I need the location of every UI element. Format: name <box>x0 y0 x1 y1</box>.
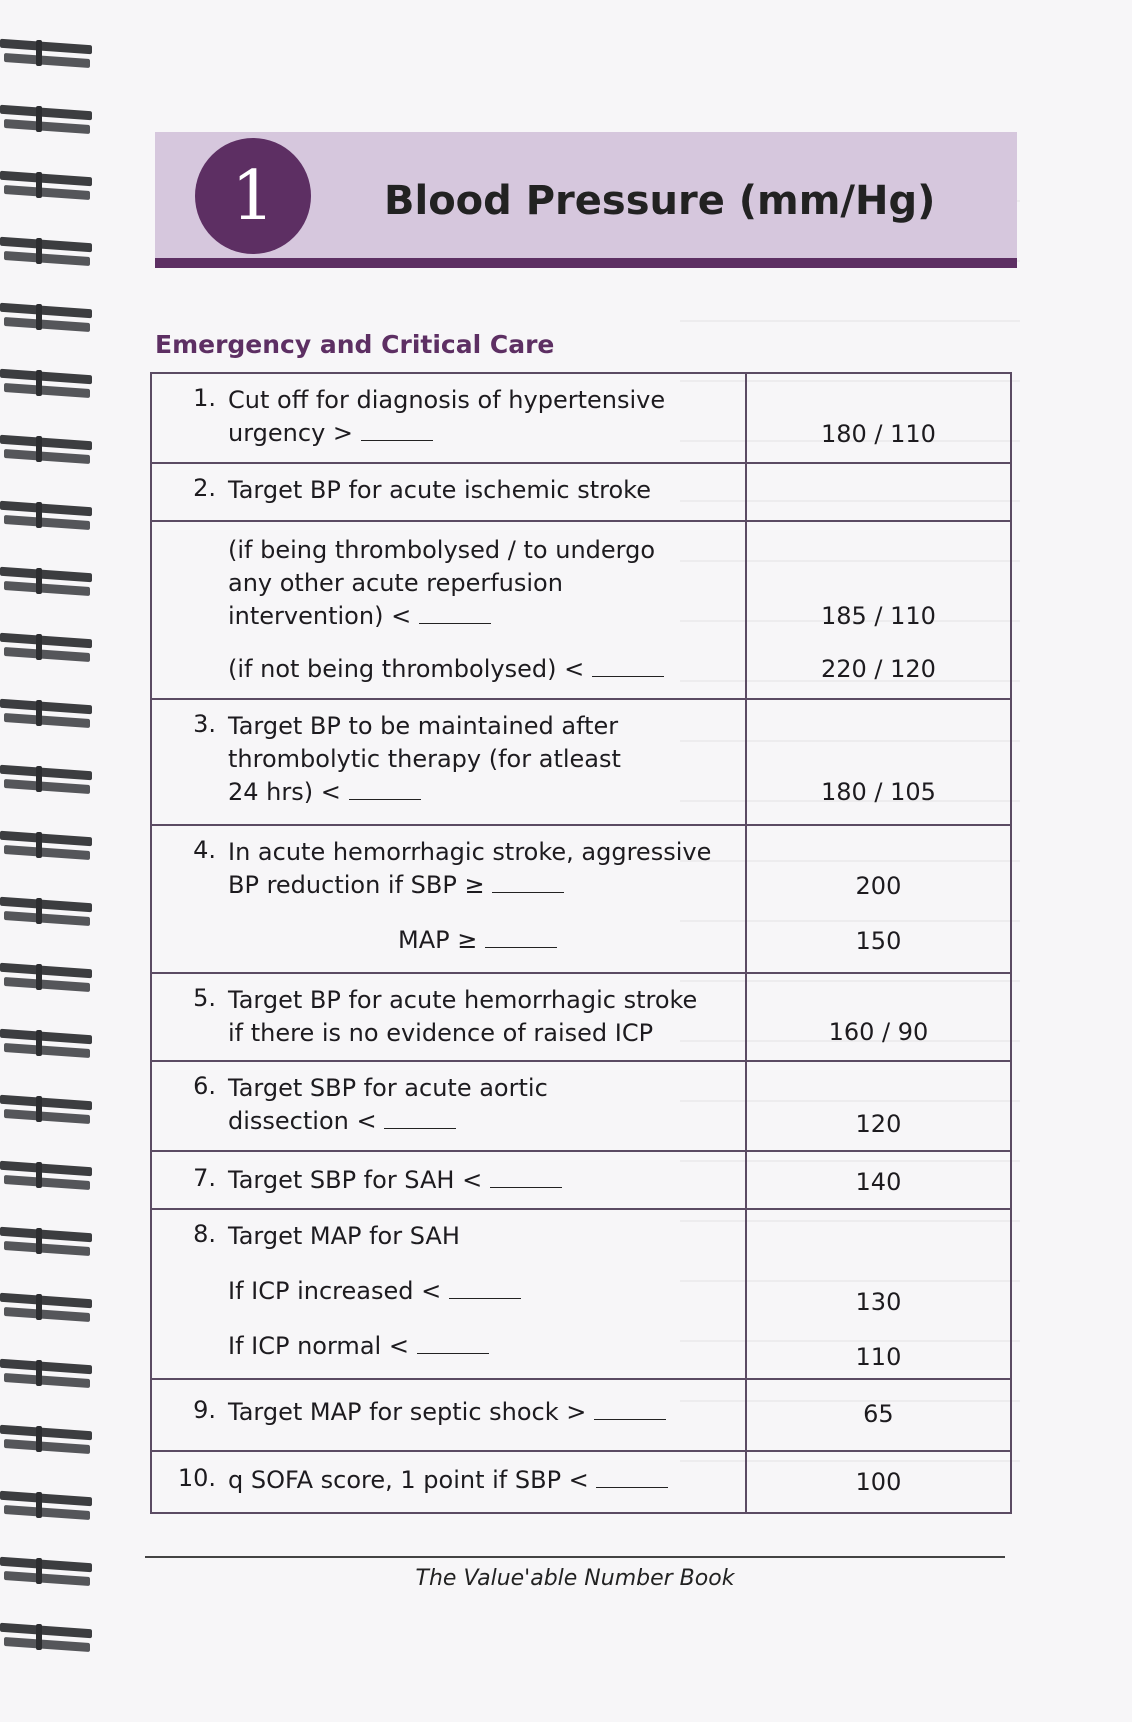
row-text: Target SBP for acute aortic <box>228 1074 548 1102</box>
spiral-coil <box>0 238 92 268</box>
row-text: any other acute reperfusion <box>228 569 563 597</box>
answer-blank <box>594 1397 666 1420</box>
spiral-coil <box>0 1360 92 1390</box>
row-value: 180 / 105 <box>820 778 936 806</box>
row-value: 140 <box>855 1168 902 1196</box>
row-text: thrombolytic therapy (for atleast <box>228 745 621 773</box>
row-value: 220 / 120 <box>820 655 936 683</box>
table-row <box>151 699 1011 825</box>
spiral-coil <box>0 568 92 598</box>
table-row <box>151 1451 1011 1513</box>
row-text: urgency > <box>228 419 354 447</box>
row-value: 185 / 110 <box>820 602 936 630</box>
row-number: 5. <box>193 984 216 1012</box>
spiral-coil <box>0 1096 92 1126</box>
spiral-coil <box>0 1558 92 1588</box>
table-row <box>151 1151 1011 1209</box>
table-row <box>151 973 1011 1061</box>
chapter-title: Blood Pressure (mm/Hg) <box>384 178 936 224</box>
spiral-coil <box>0 898 92 928</box>
answer-blank <box>384 1106 456 1129</box>
row-number: 9. <box>193 1396 216 1424</box>
chapter-number-badge: 1 <box>195 138 311 254</box>
row-value: 110 <box>855 1343 902 1371</box>
table-row <box>151 463 1011 521</box>
spiral-coil <box>0 1624 92 1654</box>
answer-blank <box>485 925 557 948</box>
answer-blank <box>361 418 433 441</box>
row-number: 4. <box>193 836 216 864</box>
row-text: 24 hrs) < <box>228 778 341 806</box>
row-text: In acute hemorrhagic stroke, aggressive <box>228 838 712 866</box>
row-number: 1. <box>193 384 216 412</box>
row-text: (if being thrombolysed / to undergo <box>228 536 656 564</box>
table-row <box>151 825 1011 973</box>
answer-blank <box>419 601 491 624</box>
section-heading: Emergency and Critical Care <box>155 330 555 359</box>
spiral-coil <box>0 766 92 796</box>
row-text: if there is no evidence of raised ICP <box>228 1019 654 1047</box>
row-number: 2. <box>193 474 216 502</box>
row-text: If ICP increased < <box>228 1277 442 1305</box>
spiral-coil <box>0 1228 92 1258</box>
row-text: Target SBP for SAH < <box>228 1166 483 1194</box>
chapter-header-rule <box>155 258 1017 268</box>
row-value: 130 <box>855 1288 902 1316</box>
row-text: q SOFA score, 1 point if SBP < <box>228 1466 589 1494</box>
row-text: Target BP for acute hemorrhagic stroke <box>228 986 698 1014</box>
row-number: 10. <box>177 1464 216 1492</box>
row-text: dissection < <box>228 1107 377 1135</box>
spiral-coil <box>0 436 92 466</box>
row-text: MAP ≥ <box>398 926 478 954</box>
row-value: 65 <box>863 1400 894 1428</box>
spiral-coil <box>0 832 92 862</box>
spiral-binding <box>0 40 100 1720</box>
table-row <box>151 521 1011 699</box>
table-row <box>151 1209 1011 1379</box>
spiral-coil <box>0 1030 92 1060</box>
table-row <box>151 373 1011 463</box>
row-text: Cut off for diagnosis of hypertensive <box>228 386 666 414</box>
row-text: BP reduction if SBP ≥ <box>228 871 485 899</box>
spiral-coil <box>0 700 92 730</box>
row-text: Target BP for acute ischemic stroke <box>228 476 651 504</box>
table-row <box>151 1061 1011 1151</box>
row-value: 180 / 110 <box>820 420 936 448</box>
row-number: 8. <box>193 1220 216 1248</box>
row-value: 100 <box>855 1468 902 1496</box>
answer-blank <box>349 777 421 800</box>
spiral-coil <box>0 40 92 70</box>
row-text: If ICP normal < <box>228 1332 409 1360</box>
row-number: 7. <box>193 1164 216 1192</box>
row-value: 120 <box>855 1110 902 1138</box>
spiral-coil <box>0 1162 92 1192</box>
spiral-coil <box>0 634 92 664</box>
row-text: Target BP to be maintained after <box>228 712 619 740</box>
row-value: 200 <box>855 872 902 900</box>
row-number: 6. <box>193 1072 216 1100</box>
row-value: 150 <box>855 927 902 955</box>
answer-blank <box>596 1465 668 1488</box>
row-text: Target MAP for septic shock > <box>228 1398 587 1426</box>
answer-blank <box>490 1165 562 1188</box>
row-text: intervention) < <box>228 602 412 630</box>
spiral-coil <box>0 304 92 334</box>
spiral-coil <box>0 1294 92 1324</box>
spiral-coil <box>0 964 92 994</box>
answer-blank <box>492 870 564 893</box>
row-value: 160 / 90 <box>828 1018 929 1046</box>
spiral-coil <box>0 1492 92 1522</box>
spiral-coil <box>0 502 92 532</box>
answer-blank <box>449 1276 521 1299</box>
table-row <box>151 1379 1011 1451</box>
book-footer: The Value'able Number Book <box>415 1566 735 1591</box>
spiral-coil <box>0 106 92 136</box>
answer-blank <box>417 1331 489 1354</box>
answer-blank <box>592 654 664 677</box>
spiral-coil <box>0 370 92 400</box>
bp-table <box>150 372 1012 1514</box>
row-text: Target MAP for SAH <box>228 1222 460 1250</box>
row-number: 3. <box>193 710 216 738</box>
spiral-coil <box>0 1426 92 1456</box>
row-text: (if not being thrombolysed) < <box>228 655 585 683</box>
spiral-coil <box>0 172 92 202</box>
